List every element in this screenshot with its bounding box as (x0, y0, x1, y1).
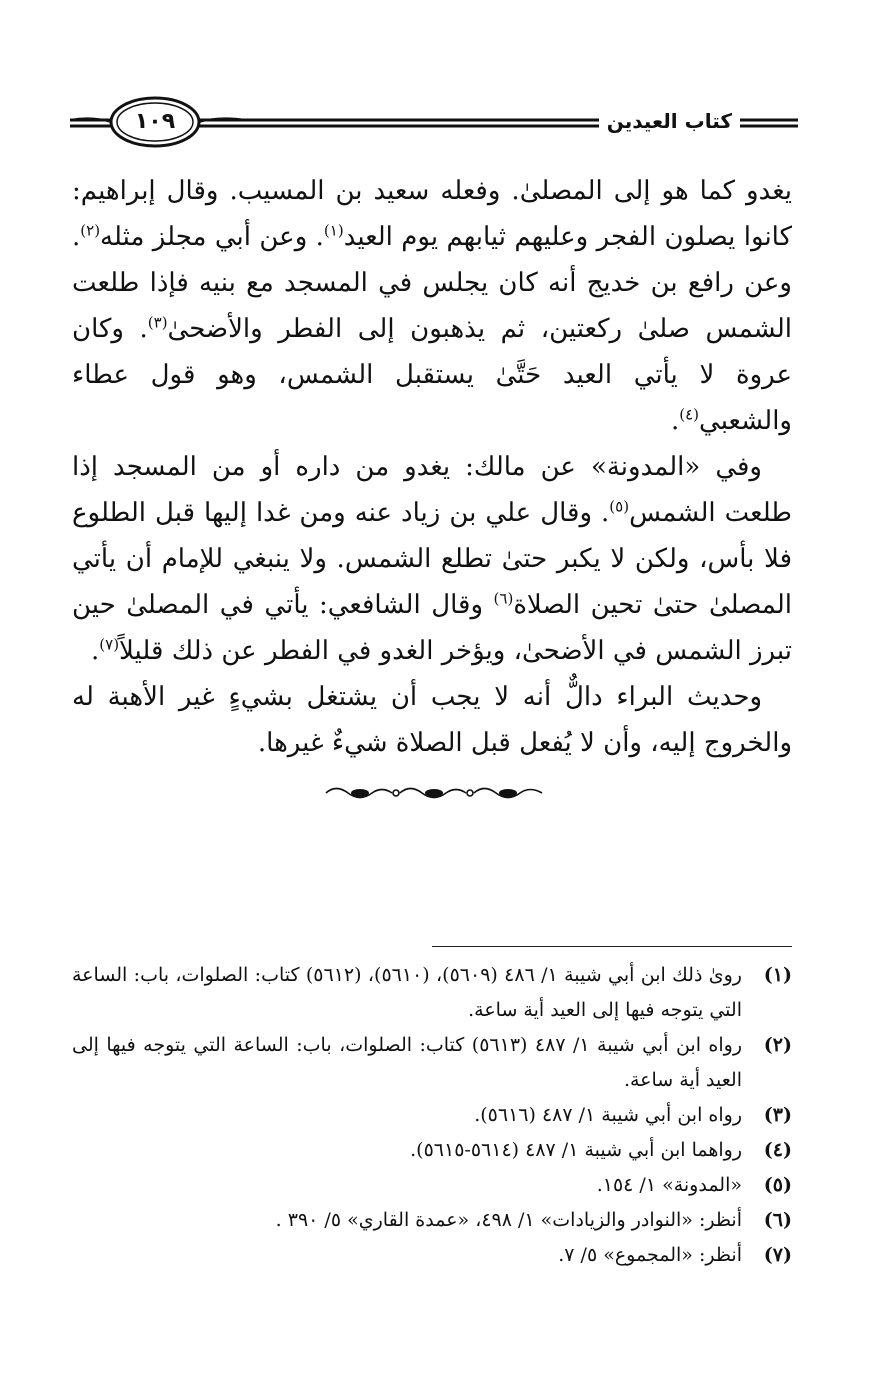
footnote-separator (432, 946, 792, 947)
footnote-number: (٦) (763, 1209, 792, 1231)
footnote-text: «المدونة» ١/ ١٥٤. (596, 1174, 742, 1196)
page-header (70, 92, 798, 162)
footnote-item (72, 1133, 792, 1168)
page-number: ١٠٩ (134, 109, 176, 134)
section-divider-ornament (322, 782, 546, 804)
footnote-item (72, 1028, 792, 1098)
footnote-ref-3[interactable]: (٣) (147, 313, 168, 332)
footnote-ref-2[interactable]: (٢) (80, 221, 101, 240)
footnote-ref-1[interactable]: (١) (323, 221, 344, 240)
footnote-number: (٤) (763, 1139, 792, 1161)
footnote-text: أنظر: «المجموع» ٥/ ٧. (558, 1244, 742, 1266)
main-text (72, 168, 792, 766)
footnote-number: (١) (763, 964, 792, 986)
footnote-ref-4[interactable]: (٤) (679, 405, 700, 424)
footnote-text: رواه ابن أبي شيبة ١/ ٤٨٧ (٥٦١٦). (474, 1104, 742, 1126)
footnote-number: (٥) (763, 1174, 792, 1196)
footnote-item (72, 1168, 792, 1203)
footnote-number: (٣) (763, 1104, 792, 1126)
footnotes-list (72, 958, 792, 1273)
footnote-ref-7[interactable]: (٧) (99, 635, 120, 654)
footnote-item (72, 958, 792, 1028)
footnote-ref-5[interactable]: (٥) (609, 497, 630, 516)
footnote-text: رواهما ابن أبي شيبة ١/ ٤٨٧ (٥٦١٤-٥٦١٥). (410, 1139, 742, 1161)
footnote-text: رواه ابن أبي شيبة ١/ ٤٨٧ (٥٦١٣) كتاب: الصلوات، باب: الساعة التي يتوجه فيها إلى العيد أية ساعة. (72, 1034, 743, 1091)
paragraph-1: يغدو كما هو إلى المصلىٰ. وفعله سعيد بن المسيب. وقال إبراهيم: كانوا يصلون الفجر وعليهم ثيابهم يوم العيد$^{(١)}$. وعن أبي مجلز مثله$^{(٢)}$. وعن رافع بن خديج أنه كان يجلس في المسجد مع بنيه فإذا طلعت الشمس صلىٰ ركعتين، ثم يذهبون إلى الفطر والأضحىٰ$^{(٣)}$. وكان عروة لا يأتي العيد حَتَّىٰ يستقبل الشمس، وهو قول عطاء والشعبي$^{(٤)}$. (72, 176, 792, 436)
footnote-item (72, 1098, 792, 1133)
chapter-title: كتاب العيدين (599, 108, 740, 134)
footnote-text: أنظر: «النوادر والزيادات» ١/ ٤٩٨، «عمدة القاري» ٥/ ٣٩٠ . (275, 1209, 742, 1231)
footnote-text: روىٰ ذلك ابن أبي شيبة ١/ ٤٨٦ (٥٦٠٩)، (٥٦١٠)، (٥٦١٢) كتاب: الصلوات، باب: الساعة التي يتوجه فيها إلى العيد أية ساعة. (72, 964, 742, 1021)
footnote-number: (٧) (763, 1244, 792, 1266)
paragraph-3: وحديث البراء دالٌّ أنه لا يجب أن يشتغل بشيءٍ غير الأهبة له والخروج إليه، وأن لا يُفعل قبل الصلاة شيءٌ غيرها. (72, 682, 792, 758)
footnote-number: (٢) (763, 1034, 792, 1056)
footnote-item (72, 1238, 792, 1273)
footnote-ref-6[interactable]: (٦) (493, 589, 514, 608)
paragraph-2: وفي «المدونة» عن مالك: يغدو من داره أو من المسجد إذا طلعت الشمس$^{(٥)}$. وقال علي بن زياد عنه ومن غدا إليها قبل الطلوع فلا بأس، ولكن لا يكبر حتىٰ تطلع الشمس. ولا ينبغي للإمام أن يأتي المصلىٰ حتىٰ تحين الصلاة$^{(٦)}$ وقال الشافعي: يأتي في المصلىٰ حين تبرز الشمس في الأضحىٰ، ويؤخر الغدو في الفطر عن ذلك قليلاً$^{(٧)}$. (72, 452, 792, 666)
footnote-item (72, 1203, 792, 1238)
